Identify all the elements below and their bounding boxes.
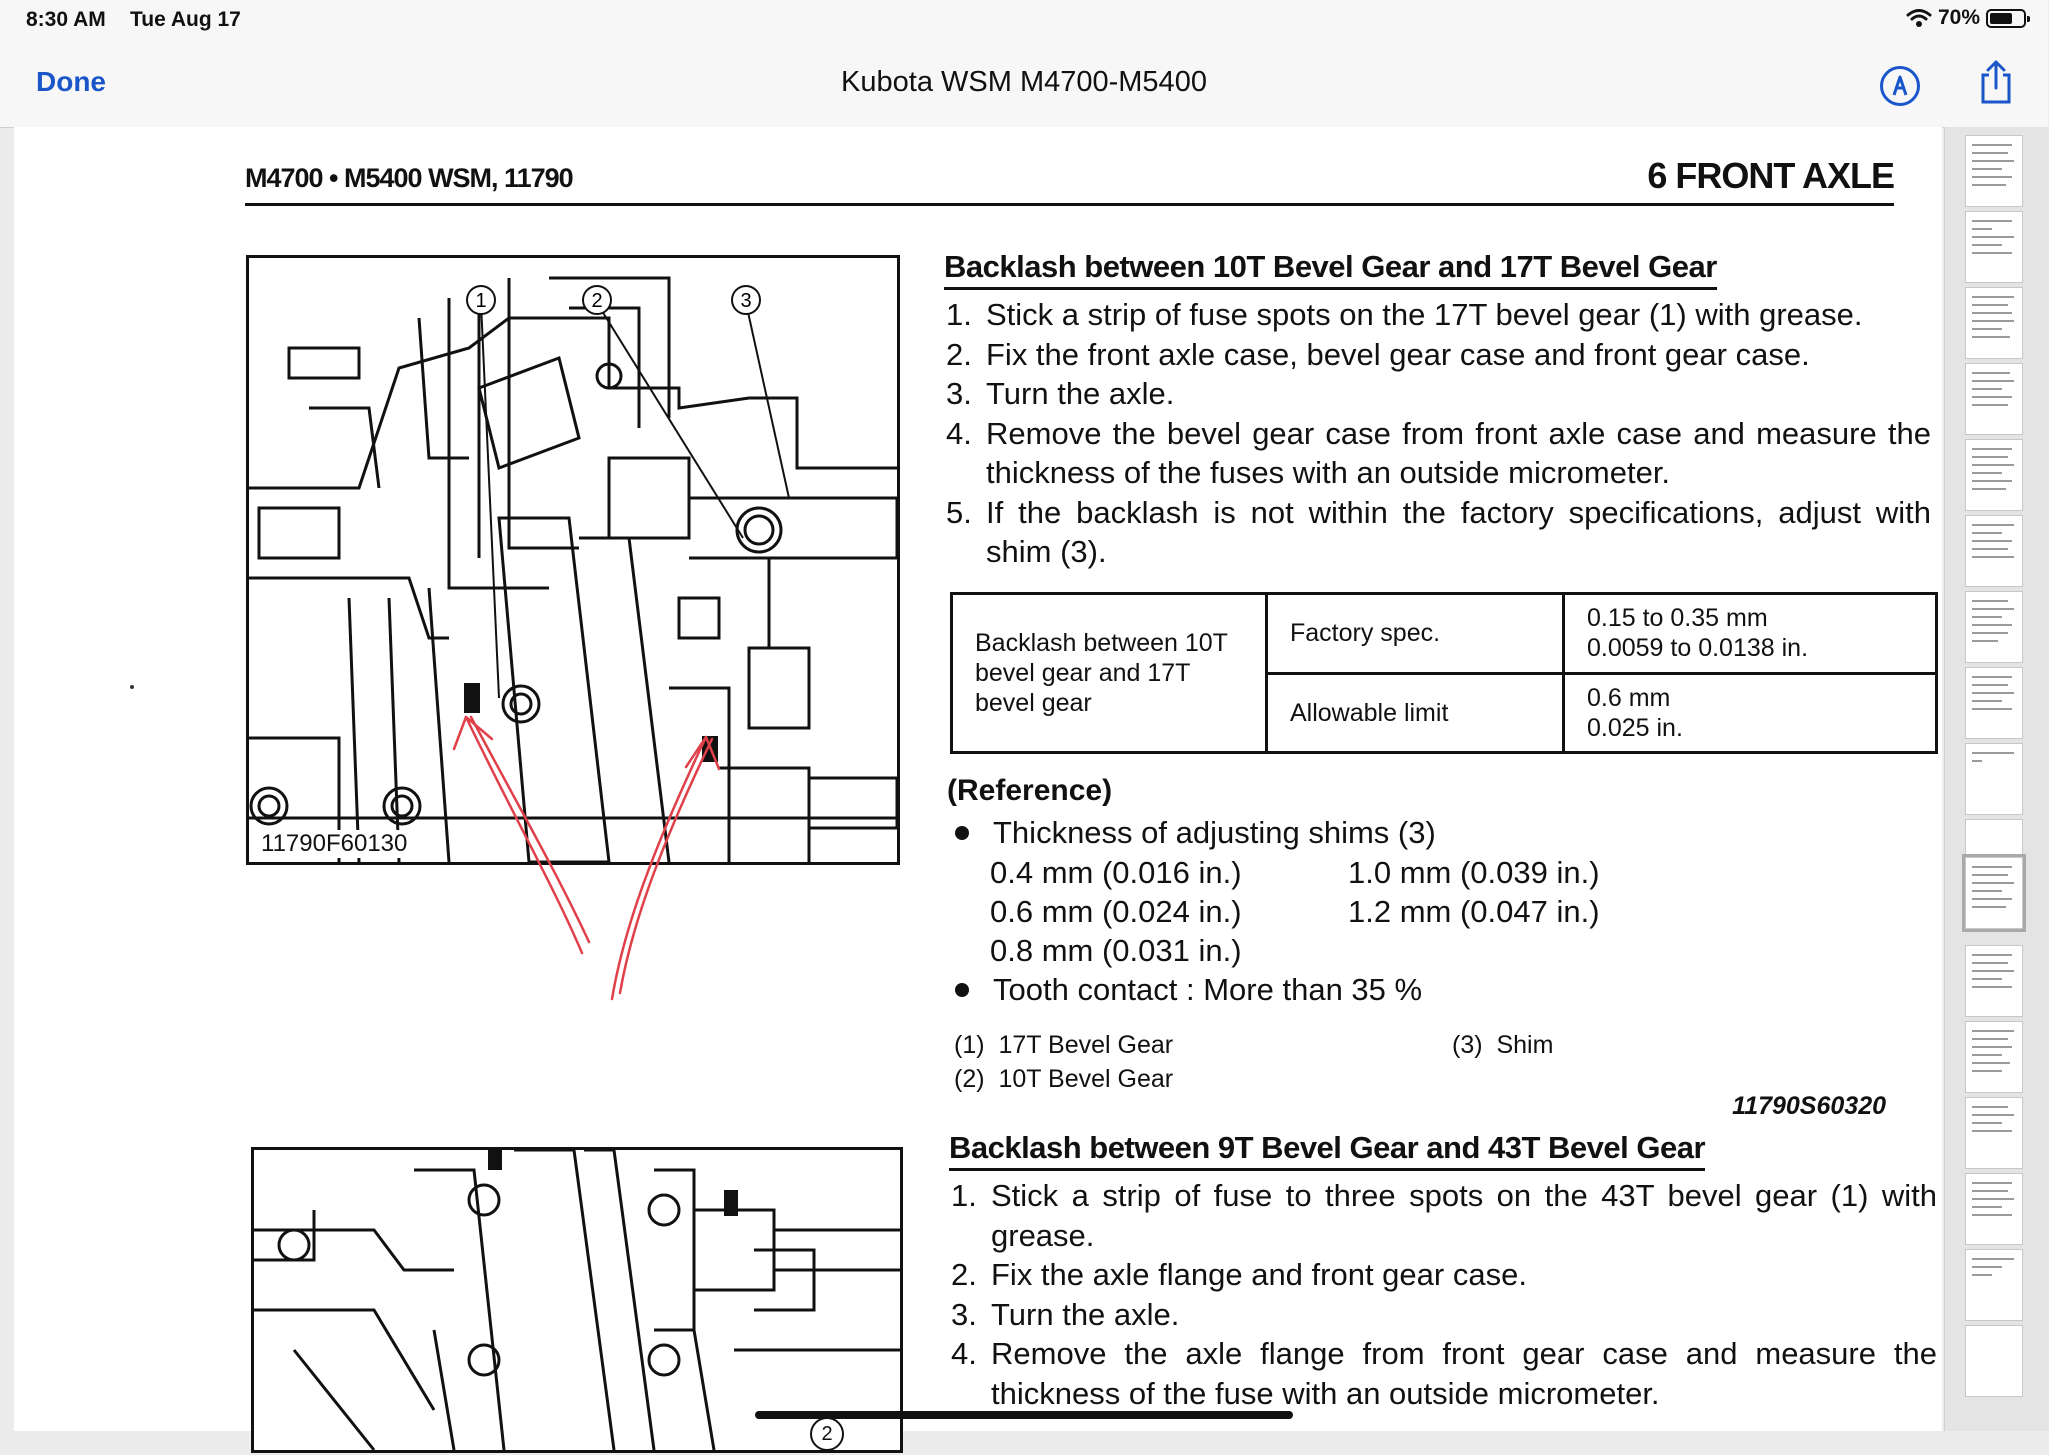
wifi-icon xyxy=(1906,8,1932,28)
page-thumbnail[interactable] xyxy=(1965,1249,2023,1321)
page-thumbnail[interactable] xyxy=(1965,135,2023,207)
step-item: 2. Fix the front axle case, bevel gear case and front gear case. xyxy=(946,336,1810,372)
page-thumbnail[interactable] xyxy=(1965,667,2023,739)
step-item: 1. Stick a strip of fuse to three spots on the 43T bevel gear (1) with grease. xyxy=(951,1178,1937,1253)
page-thumbnail[interactable] xyxy=(1965,1097,2023,1169)
status-indicators xyxy=(1906,6,2026,30)
section-1-steps xyxy=(946,295,1931,572)
page-thumbnail-current[interactable] xyxy=(1965,857,2023,929)
figure-code: 11790F60130 xyxy=(257,830,411,858)
page-thumbnail[interactable] xyxy=(1965,1021,2023,1093)
page-thumbnail[interactable] xyxy=(1965,743,2023,815)
done-button[interactable]: Done xyxy=(36,66,106,97)
status-time: 8:30 AM xyxy=(26,8,106,31)
page-thumbnail[interactable] xyxy=(1965,211,2023,283)
markup-icon[interactable] xyxy=(1880,66,1920,106)
callout-2-partial: 2 xyxy=(810,1417,844,1451)
header-rule xyxy=(245,203,1894,206)
page-thumbnail[interactable] xyxy=(1965,515,2023,587)
share-icon[interactable] xyxy=(1978,58,2014,106)
axle-flange-drawing xyxy=(254,1150,900,1450)
tooth-contact-bullet: Tooth contact : More than 35 % xyxy=(955,972,1422,1008)
doc-header-left: M4700 • M5400 WSM, 11790 xyxy=(245,163,573,193)
page-thumbnail[interactable] xyxy=(1965,363,2023,435)
figure-9t-43t-gear xyxy=(251,1147,903,1453)
spec-item-cell: Backlash between 10T bevel gear and 17T bevel gear xyxy=(952,594,1267,753)
bullet-icon xyxy=(955,983,969,997)
gear-case-drawing xyxy=(249,258,897,862)
legend-item: (1) 17T Bevel Gear xyxy=(954,1031,1174,1059)
step-item: 2. Fix the axle flange and front gear case. xyxy=(951,1257,1527,1292)
callout-3: 3 xyxy=(740,290,752,312)
section-1-title: Backlash between 10T Bevel Gear and 17T Bevel Gear xyxy=(944,249,1717,290)
shim-size: 0.8 mm (0.031 in.) xyxy=(990,933,1242,968)
shim-size: 0.6 mm (0.024 in.) xyxy=(990,894,1242,929)
shim-size: 1.0 mm (0.039 in.) xyxy=(1348,855,1600,890)
section-2-steps xyxy=(951,1176,1937,1413)
page-thumbnail[interactable] xyxy=(1965,439,2023,511)
allowable-limit-value: 0.6 mm 0.025 in. xyxy=(1564,673,1937,753)
backlash-spec-table xyxy=(950,592,1938,754)
step-item: 4. Remove the axle flange from front gear case and measure the thickness of the fuse with an outside micrometer. xyxy=(951,1336,1937,1411)
callout-2: 2 xyxy=(591,290,603,312)
page-thumbnail[interactable] xyxy=(1965,287,2023,359)
step-item: 1. Stick a strip of fuse spots on the 17T bevel gear (1) with grease. xyxy=(946,297,1863,332)
legend-item: (3) Shim xyxy=(1452,1031,1554,1059)
page-thumbnails[interactable] xyxy=(1944,127,2049,1431)
bullet-icon xyxy=(955,826,969,840)
shim-size: 0.4 mm (0.016 in.) xyxy=(990,855,1242,890)
legend-item: (2) 10T Bevel Gear xyxy=(954,1065,1174,1093)
step-item: 5. If the backlash is not within the factory specifications, adjust with shim (3). xyxy=(946,494,1931,569)
section-2-title: Backlash between 9T Bevel Gear and 43T Bevel Gear xyxy=(949,1130,1705,1171)
document-page[interactable] xyxy=(14,127,1942,1445)
home-indicator[interactable] xyxy=(755,1411,1293,1419)
document-title: Kubota WSM M4700-M5400 xyxy=(841,66,1207,98)
factory-spec-value: 0.15 to 0.35 mm 0.0059 to 0.0138 in. xyxy=(1564,594,1937,674)
step-item: 4. Remove the bevel gear case from front axle case and measure the thickness of the fuses with an outside micrometer. xyxy=(946,415,1931,490)
section-code: 11790S60320 xyxy=(1732,1092,1886,1120)
page-thumbnail[interactable] xyxy=(1965,591,2023,663)
doc-header-right: 6 FRONT AXLE xyxy=(1647,155,1894,196)
status-date: Tue Aug 17 xyxy=(130,8,241,31)
battery-icon xyxy=(1986,9,2026,28)
stray-mark xyxy=(130,685,134,689)
allowable-limit-label: Allowable limit xyxy=(1267,673,1564,753)
page-thumbnail[interactable] xyxy=(1965,945,2023,1017)
battery-percent: 70% xyxy=(1937,6,1980,29)
factory-spec-label: Factory spec. xyxy=(1267,594,1564,674)
figure-bevel-gear-assembly xyxy=(246,255,900,865)
shims-bullet: Thickness of adjusting shims (3) xyxy=(955,815,1436,851)
page-thumbnail[interactable] xyxy=(1965,1325,2023,1397)
step-item: 3. Turn the axle. xyxy=(946,376,1175,411)
shim-size: 1.2 mm (0.047 in.) xyxy=(1348,894,1600,929)
callout-1: 1 xyxy=(475,290,487,312)
top-bar xyxy=(0,0,2048,128)
page-thumbnail[interactable] xyxy=(1965,1173,2023,1245)
reference-title: (Reference) xyxy=(947,774,1113,807)
step-item: 3. Turn the axle. xyxy=(951,1296,1180,1332)
